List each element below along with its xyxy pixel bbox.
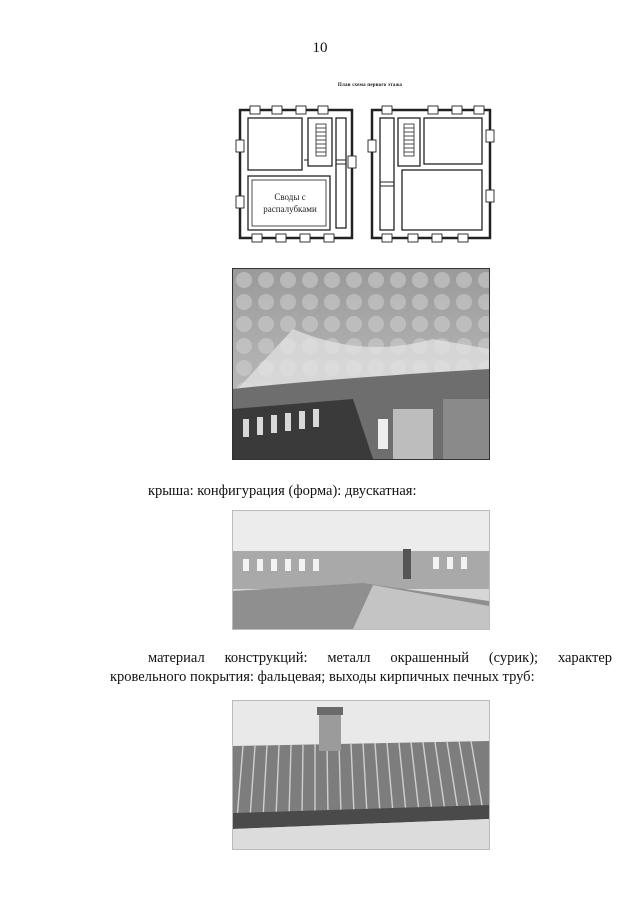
- vault-room: [248, 176, 330, 230]
- staircase-right: [404, 124, 414, 156]
- vault-inner: [252, 180, 326, 226]
- window-marks: [236, 106, 494, 242]
- aerial-photo: [232, 268, 490, 460]
- right-block-outline: [372, 110, 490, 238]
- right-stair-hall: [398, 118, 420, 166]
- right-corridor: [380, 118, 394, 230]
- left-block-outline: [240, 110, 352, 238]
- page-number: 10: [312, 40, 328, 56]
- material-line2: кровельного покрытия: фальцевая; выходы кирпичных печных труб:: [110, 669, 535, 685]
- staircase-left: [316, 124, 326, 156]
- stair-hall: [308, 118, 332, 166]
- material-line1: материал конструкций: металл окрашенный (сурик); характер: [148, 650, 612, 666]
- right-room-large: [402, 170, 482, 230]
- roof-view-photo: [232, 510, 490, 630]
- roof-config-caption: крыша: конфигурация (форма): двускатная:: [148, 483, 417, 499]
- corridor: [336, 118, 346, 228]
- room: [248, 118, 302, 170]
- roof-closeup-photo: [232, 700, 490, 850]
- right-room-top: [424, 118, 482, 164]
- floor-plan-title: План схема первого этажа: [337, 83, 403, 88]
- vault-label-line1: Своды с: [274, 192, 306, 202]
- vault-label-line2: распалубками: [263, 204, 317, 214]
- floor-plan: [232, 100, 498, 245]
- material-paragraph: [110, 649, 612, 687]
